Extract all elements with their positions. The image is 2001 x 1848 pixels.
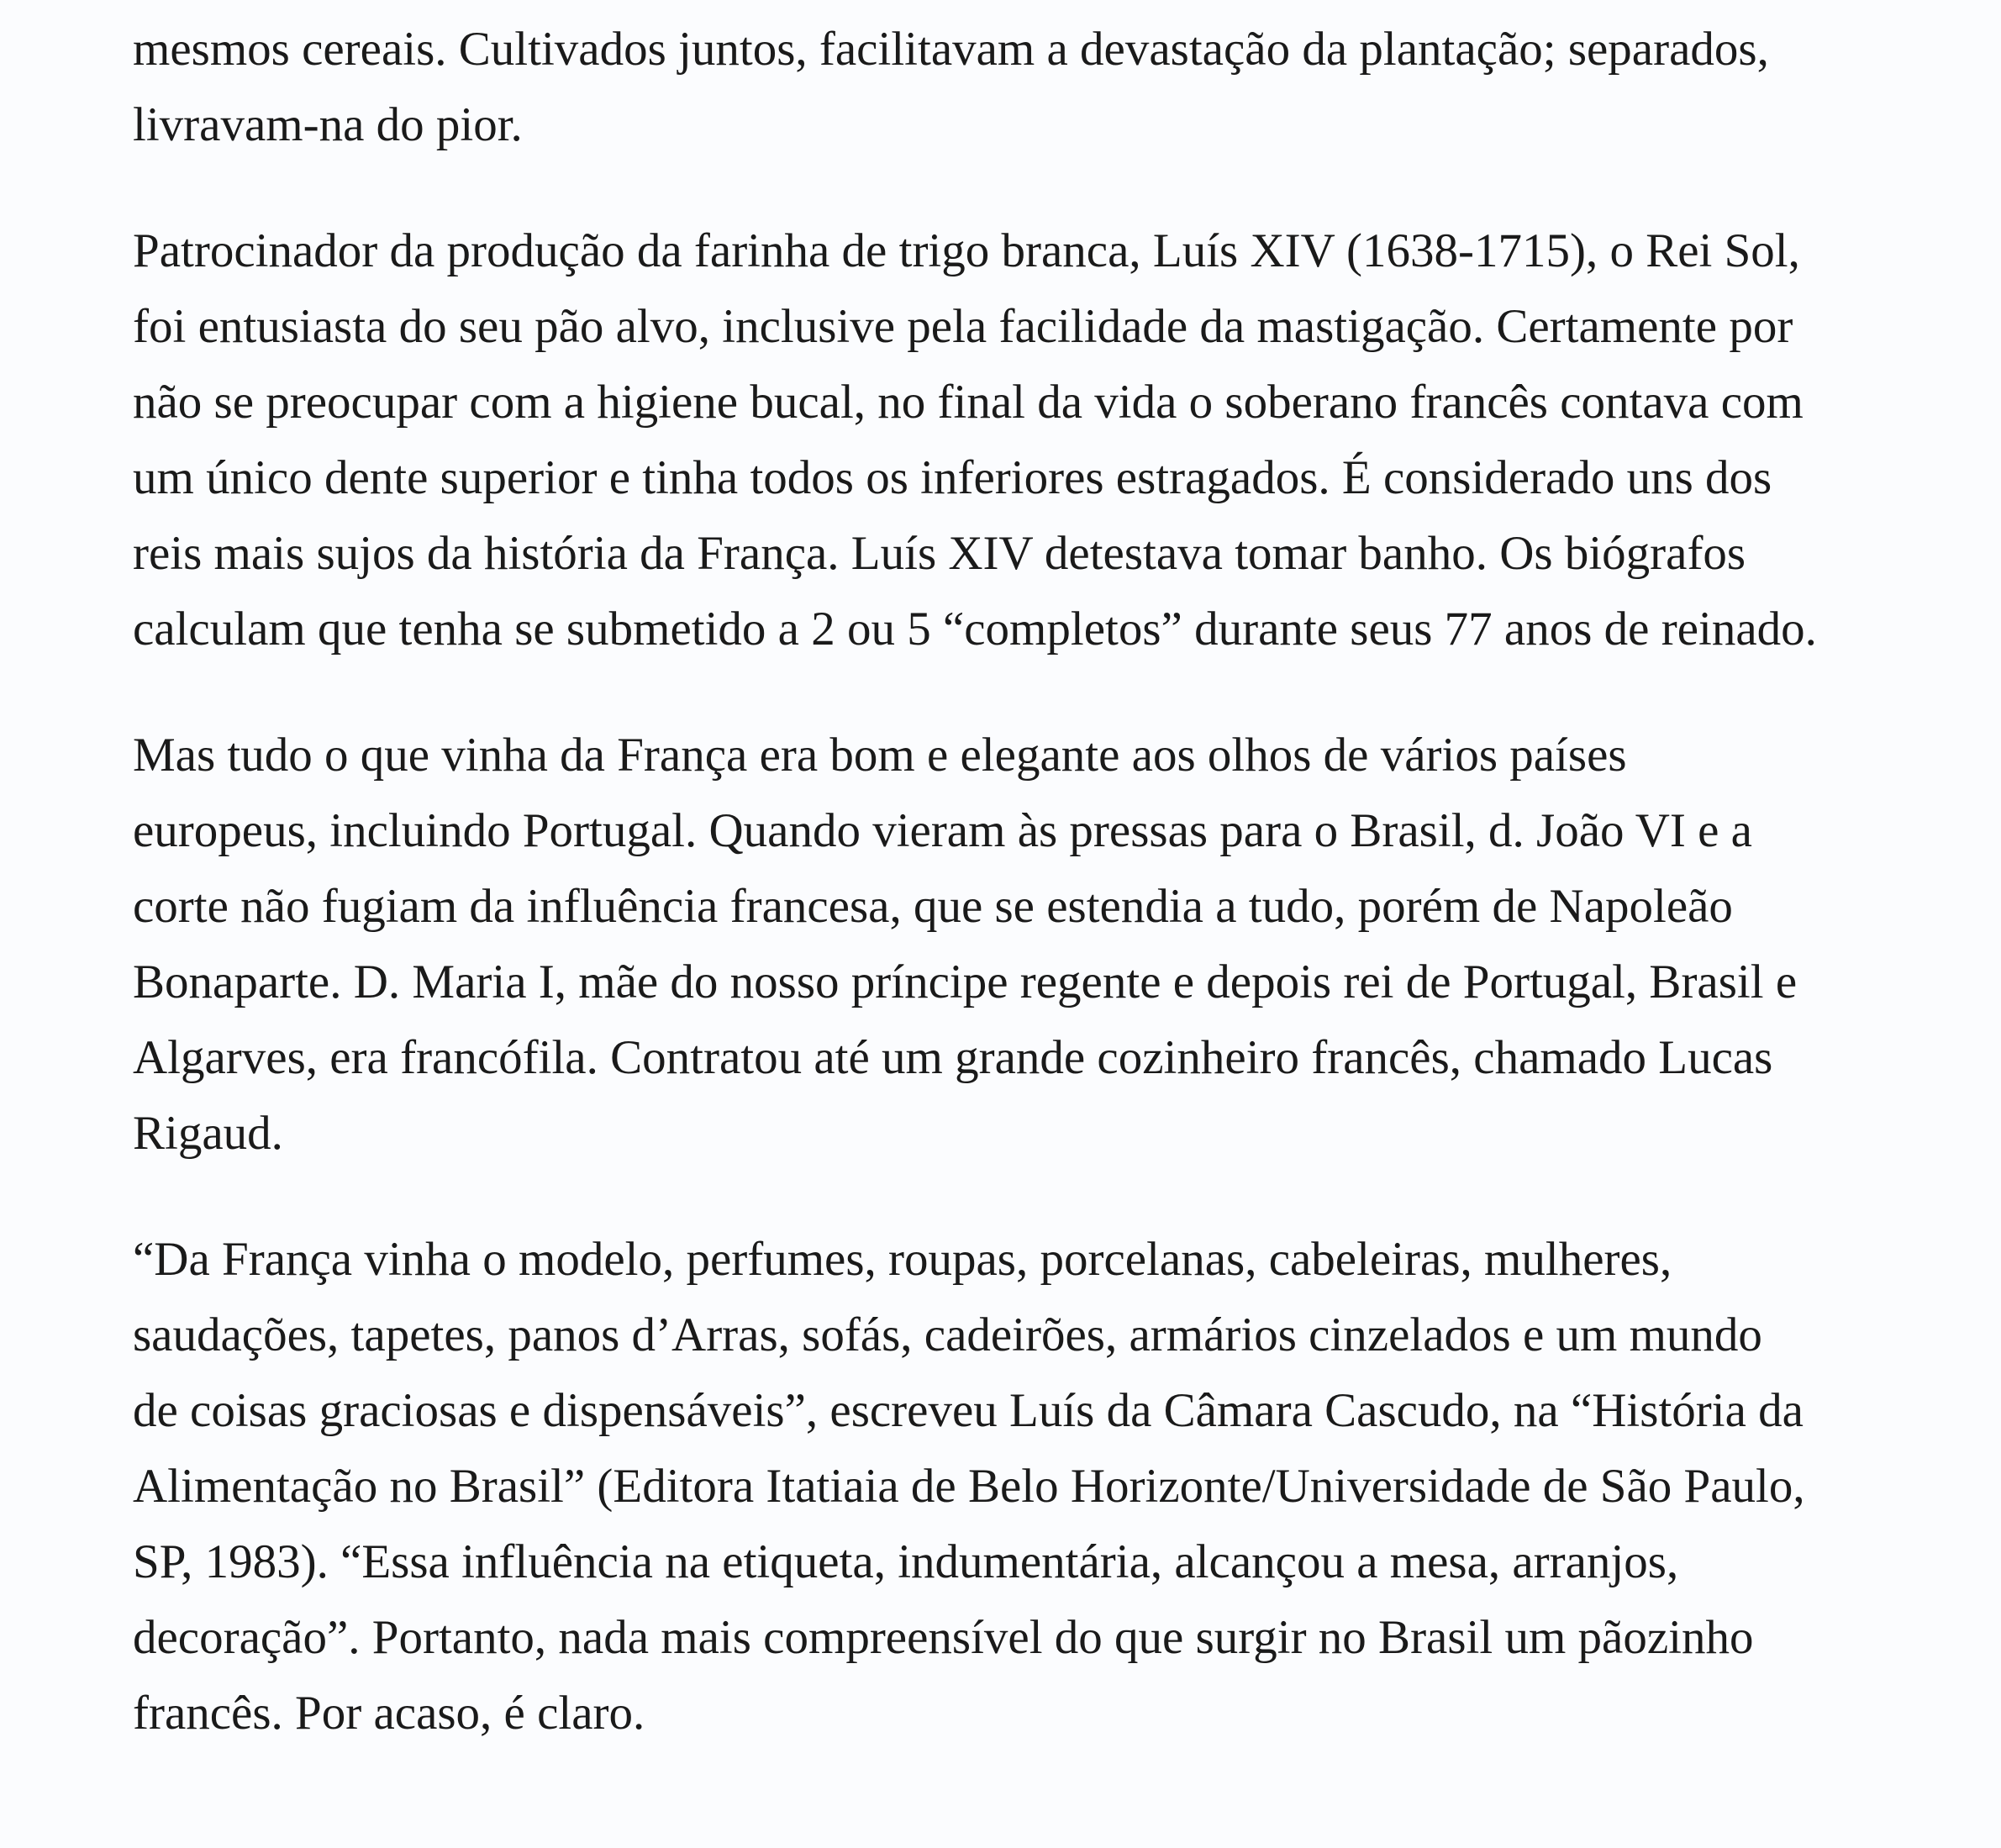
paragraph-franca-portugal: Mas tudo o que vinha da França era bom e elegante aos olhos de vários países europeus, incluindo Portugal. Quando vieram às pressas para o Brasil, d. João VI e a corte não fugiam da influência francesa, que se estendia a tudo, porém de Napoleão Bonaparte. D. Maria I, mãe do nosso príncipe regente e depois rei de Portugal, Brasil e Algarves, era francófila. Contratou até um grande cozinheiro francês, chamado Lucas Rigaud. <box>133 729 1798 1160</box>
paragraph-cascudo-quote: “Da França vinha o modelo, perfumes, roupas, porcelanas, cabeleiras, mulheres, saudações, tapetes, panos d’Arras, sofás, cadeirões, armários cinzelados e um mundo de coisas graciosas e dispensáveis”, escreveu Luís da Câmara Cascudo, na “História da Alimentação no Brasil” (Editora Itatiaia de Belo Horizonte/Universidade de São Paulo, SP, 1983). “Essa influência na etiqueta, indumentária, alcançou a mesa, arranjos, decoração”. Portanto, nada mais compreensível do que surgir no Brasil um pãozinho francês. Por acaso, é claro. <box>133 1233 1805 1740</box>
paragraph-luis-xiv: Patrocinador da produção da farinha de trigo branca, Luís XIV (1638-1715), o Rei Sol, foi entusiasta do seu pão alvo, inclusive pela facilidade da mastigação. Certamente por não se preocupar com a higiene bucal, no final da vida o soberano francês contava com um único dente superior e tinha todos os inferiores estragados. É considerado uns dos reis mais sujos da história da França. Luís XIV detestava tomar banho. Os biógrafos calculam que tenha se submetido a 2 ou 5 “completos” durante seus 77 anos de reinado. <box>133 224 1817 655</box>
paragraph-cereais: mesmos cereais. Cultivados juntos, facilitavam a devastação da plantação; separados, livravam-na do pior. <box>133 23 1769 151</box>
article-body <box>133 12 1889 1751</box>
